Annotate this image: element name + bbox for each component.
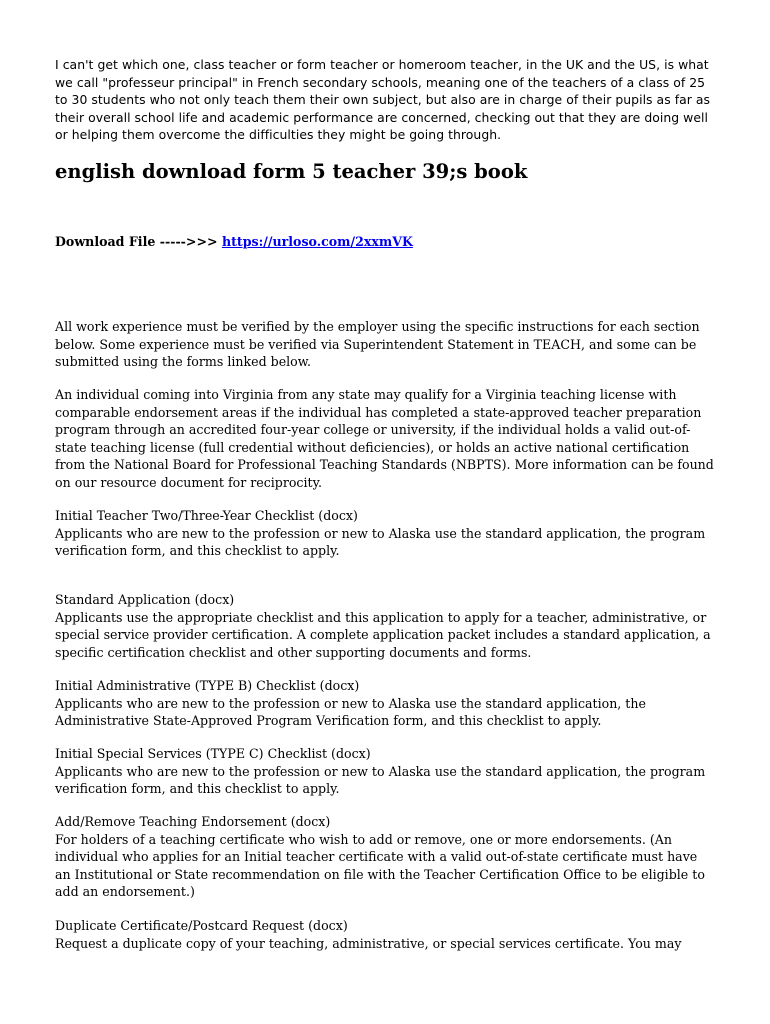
list-item <box>55 813 715 901</box>
work-experience-paragraph: All work experience must be verified by the employer using the specific instructions for each section below. Some experience must be verified via Superintendent Statement in TEACH, and some can be submitted using the forms linked below. <box>55 319 700 370</box>
download-link[interactable]: https://urloso.com/2xxmVK <box>221 234 413 249</box>
item-description: Applicants who are new to the profession or new to Alaska use the standard application, the Administrative State-Approved Program Verification form, and this checklist to apply. <box>55 695 646 729</box>
item-title: Add/Remove Teaching Endorsement (docx) <box>55 814 331 829</box>
item-title: Initial Teacher Two/Three-Year Checklist (docx) <box>55 508 358 523</box>
intro-paragraph: I can't get which one, class teacher or form teacher or homeroom teacher, in the UK and the US, is what we call "professeur principal" in French secondary schools, meaning one of the teachers of a class of 25 to 30 students who not only teach them their own subject, but also are in charge of their pupils as far as their overall school life and academic performance are concerned, checking out that they are doing well or helping them overcome the difficulties they might be going through. <box>55 57 711 143</box>
item-description: Request a duplicate copy of your teaching, administrative, or special services certificate. You may <box>55 935 682 951</box>
item-description: Applicants use the appropriate checklist and this application to apply for a teacher, administrative, or special service provider certification. A complete application packet includes a standard application, a specific certification checklist and other supporting documents and forms. <box>55 609 711 660</box>
item-title: Initial Special Services (TYPE C) Checklist (docx) <box>55 746 371 761</box>
list-item <box>55 677 715 730</box>
item-description: Applicants who are new to the profession or new to Alaska use the standard application, the program verification form, and this checklist to apply. <box>55 763 706 797</box>
list-item <box>55 745 715 798</box>
list-item <box>55 917 715 952</box>
download-label: Download File ----->>> <box>55 234 222 249</box>
item-title: Standard Application (docx) <box>55 592 235 607</box>
item-title: Initial Administrative (TYPE B) Checklist (docx) <box>55 678 360 693</box>
page-title: english download form 5 teacher 39;s book <box>55 160 528 183</box>
item-description: Applicants who are new to the profession or new to Alaska use the standard application, the program verification form, and this checklist to apply. <box>55 525 706 559</box>
list-item <box>55 507 715 560</box>
list-item <box>55 591 715 661</box>
item-description: For holders of a teaching certificate who wish to add or remove, one or more endorsements. (An individual who applies for an Initial teacher certificate with a valid out-of-state certificate must have an Institutional or State recommendation on file with the Teacher Certification Office to be eligible to add an endorsement.) <box>55 831 705 900</box>
download-line <box>55 234 413 249</box>
reciprocity-paragraph: An individual coming into Virginia from any state may qualify for a Virginia teaching license with comparable endorsement areas if the individual has completed a state-approved teacher preparation program through an accredited four-year college or university, if the individual holds a valid out-of-state teaching license (full credential without deficiencies), or holds an active national certification from the National Board for Professional Teaching Standards (NBPTS). More information can be found on our resource document for reciprocity. <box>55 387 714 490</box>
item-title: Duplicate Certificate/Postcard Request (docx) <box>55 918 348 933</box>
